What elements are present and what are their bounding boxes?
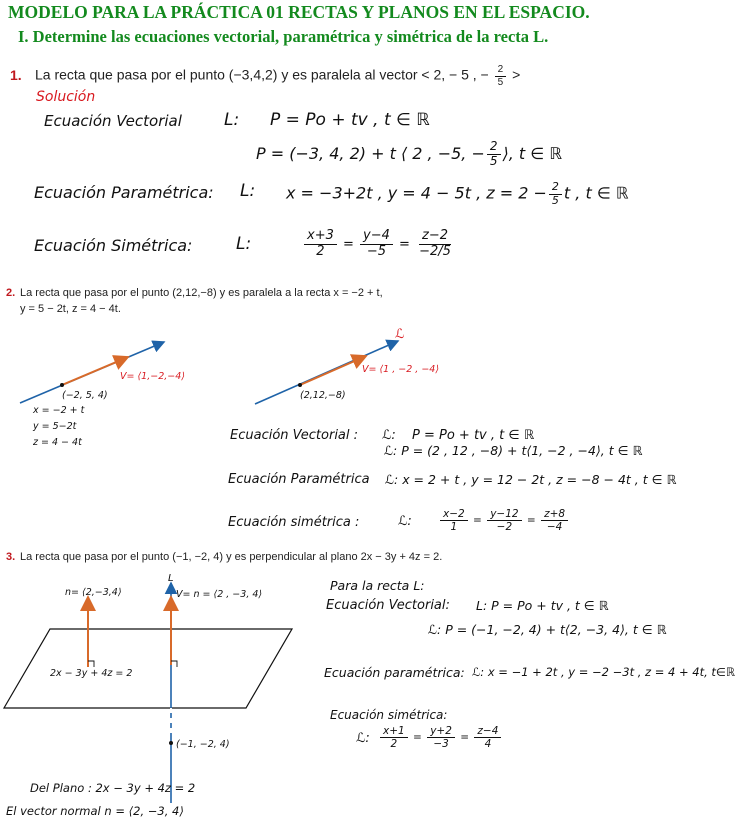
p2-symmetric-frac-y [487,508,521,533]
fraction-denominator: −4 [546,521,563,534]
p3-del-plano: Del Plano : 2x − 3y + 4z = 2 [30,781,196,795]
p3-plane [4,629,292,708]
fraction-numerator: x+3 [304,229,337,245]
p1-symmetric-L: L: [236,234,252,254]
equals-sign: = [343,236,354,252]
p3-parametric-eq: ℒ: x = −1 + 2t , y = −2 −3t , z = 4 + 4t, t∈ℝ [472,665,735,679]
p2-left-y: y = 5−2t [33,421,77,432]
problem-1-number: 1. [10,67,22,83]
p3-para-label: Para la recta L: [330,578,425,593]
p2-symmetric-L: ℒ: [398,514,412,529]
p1-vectorial-L: L: [224,110,240,130]
p3-symmetric-eq [378,725,503,750]
p3-symmetric-frac-x [380,725,408,750]
p3-symmetric-label: Ecuación simétrica: [330,708,448,722]
p3-vectorial-eq2: ℒ: P = (−1, −2, 4) + t⟨2, −3, 4⟩, t ∈ ℝ [428,622,667,637]
equals-sign: = [460,731,470,744]
fraction-numerator: x−2 [440,508,468,521]
fraction-denominator: 4 [484,738,492,751]
problem-3-number: 3. [6,551,16,563]
fraction-denominator: −2 [496,521,513,534]
p2-left-point-label: (−2, 5, 4) [62,390,108,401]
p1-vectorial-eq2-b: ⟩, t ∈ ℝ [502,143,562,163]
p2-right-vector-arrow [300,356,366,385]
p3-symmetric-frac-y [427,725,455,750]
p1-vectorial-eq1: P = Po + tv , t ∈ ℝ [270,110,430,130]
p3-plane-label: 2x − 3y + 4z = 2 [50,668,133,679]
p3-symmetric-frac-z [474,725,501,750]
fraction-denominator: −3 [433,738,449,751]
problem-1-statement-text: La recta que pasa por el punto (−3,4,2) y es paralela al vector < 2, − 5 , − [35,66,489,83]
p3-point-dot [169,741,173,745]
p2-parametric-label: Ecuación Paramétrica [228,472,370,487]
p2-left-z: z = 4 − 4t [33,437,82,448]
p3-parametric-label: Ecuación paramétrica: [324,665,465,680]
fraction-numerator: z−4 [474,725,501,738]
fraction-numerator: z−2 [419,229,451,245]
equals-sign: = [526,514,536,527]
problem-2-statement-line1: La recta que pasa por el punto (2,12,−8) y es paralela a la recta x = −2 + t, [20,287,383,299]
p1-parametric-eq-a: x = −3+2t , y = 4 − 5t , z = 2 − [286,183,547,203]
fraction-denominator: 2 [316,243,325,259]
p1-symmetric-label: Ecuación Simétrica: [34,236,193,255]
p2-right-L: ℒ [395,327,405,342]
p2-left-v-label: V= ⟨1,−2,−4⟩ [120,371,185,382]
p2-right-point-label: (2,12,−8) [300,390,346,401]
p2-left-x: x = −2 + t [33,405,85,416]
p3-symmetric-L: ℒ: [356,731,370,746]
p1-parametric-eq-b: t , t ∈ ℝ [563,183,629,203]
fraction-denominator: 1 [450,521,458,534]
p3-L-label: L [168,573,174,584]
p2-right-v-label: V= ⟨1 , −2 , −4⟩ [362,364,440,375]
fraction-numerator: y−4 [360,229,393,245]
p2-left-point-dot [60,383,64,387]
fraction-denominator: 5 [497,76,504,88]
p2-right-point-dot [298,383,302,387]
p2-symmetric-label: Ecuación simétrica : [228,515,360,530]
problem-2-number: 2. [6,287,16,299]
p2-parametric-eq: ℒ: x = 2 + t , y = 12 − 2t , z = −8 − 4t , t ∈ ℝ [385,472,677,487]
p1-parametric-label: Ecuación Paramétrica: [34,183,214,202]
problem-2-statement-line2: y = 5 − 2t, z = 4 − 4t. [20,303,121,315]
fraction-numerator: 2 [487,140,501,155]
page-title: MODELO PARA LA PRÁCTICA 01 RECTAS Y PLANOS EN EL ESPACIO. [8,2,590,22]
fraction-numerator: 2 [549,181,562,195]
fraction-denominator: −5 [366,243,387,259]
equals-sign: = [413,731,422,744]
p3-vector-normal: El vector normal n = ⟨2, −3, 4⟩ [6,804,184,818]
equals-sign: = [399,236,410,252]
fraction-denominator: −2/5 [419,243,451,259]
fraction-denominator: 5 [551,193,559,207]
p2-vectorial-eq1: P = Po + tv , t ∈ ℝ [412,428,535,443]
p2-symmetric-eq [438,508,570,533]
fraction-numerator: y+2 [427,725,455,738]
p3-vectorial-label: Ecuación Vectorial: [326,598,450,613]
p1-vectorial-label: Ecuación Vectorial [44,112,182,130]
fraction-denominator: 5 [489,153,498,168]
page-subtitle: I. Determine las ecuaciones vectorial, paramétrica y simétrica de la recta L. [18,27,549,46]
p2-vectorial-label: Ecuación Vectorial : [230,428,359,443]
p2-symmetric-frac-x [440,508,468,533]
fraction-numerator: y−12 [487,508,521,521]
fraction-denominator: 2 [390,738,398,751]
p2-vectorial-eq2: ℒ: P = (2 , 12 , −8) + t⟨1, −2 , −4⟩, t ∈ ℝ [384,443,643,458]
equals-sign: = [473,514,482,527]
solution-label: Solución [36,89,96,105]
p3-point-label: (−1, −2, 4) [176,739,230,750]
p2-symmetric-frac-z [541,508,568,533]
problem-3-statement: La recta que pasa por el punto (−1, −2, 4) y es perpendicular al plano 2x − 3y + 4z = 2. [20,551,443,563]
p3-vectorial-eq1: L: P = Po + tv , t ∈ ℝ [476,598,609,613]
p3-v-label: V= n = ⟨2 , −3, 4⟩ [176,589,263,600]
p2-vectorial-L: ℒ: [382,428,396,443]
p1-vectorial-eq2-a: P = (−3, 4, 2) + t ⟨ 2 , −5, − [256,143,485,163]
p1-parametric-L: L: [240,181,256,201]
fraction-numerator: x+1 [380,725,408,738]
problem-1-statement-end: > [512,66,521,83]
fraction-numerator: z+8 [541,508,568,521]
fraction-numerator: 2 [495,64,507,77]
p3-n-label: n= ⟨2,−3,4⟩ [65,587,122,598]
p2-left-vector-arrow [62,357,128,385]
